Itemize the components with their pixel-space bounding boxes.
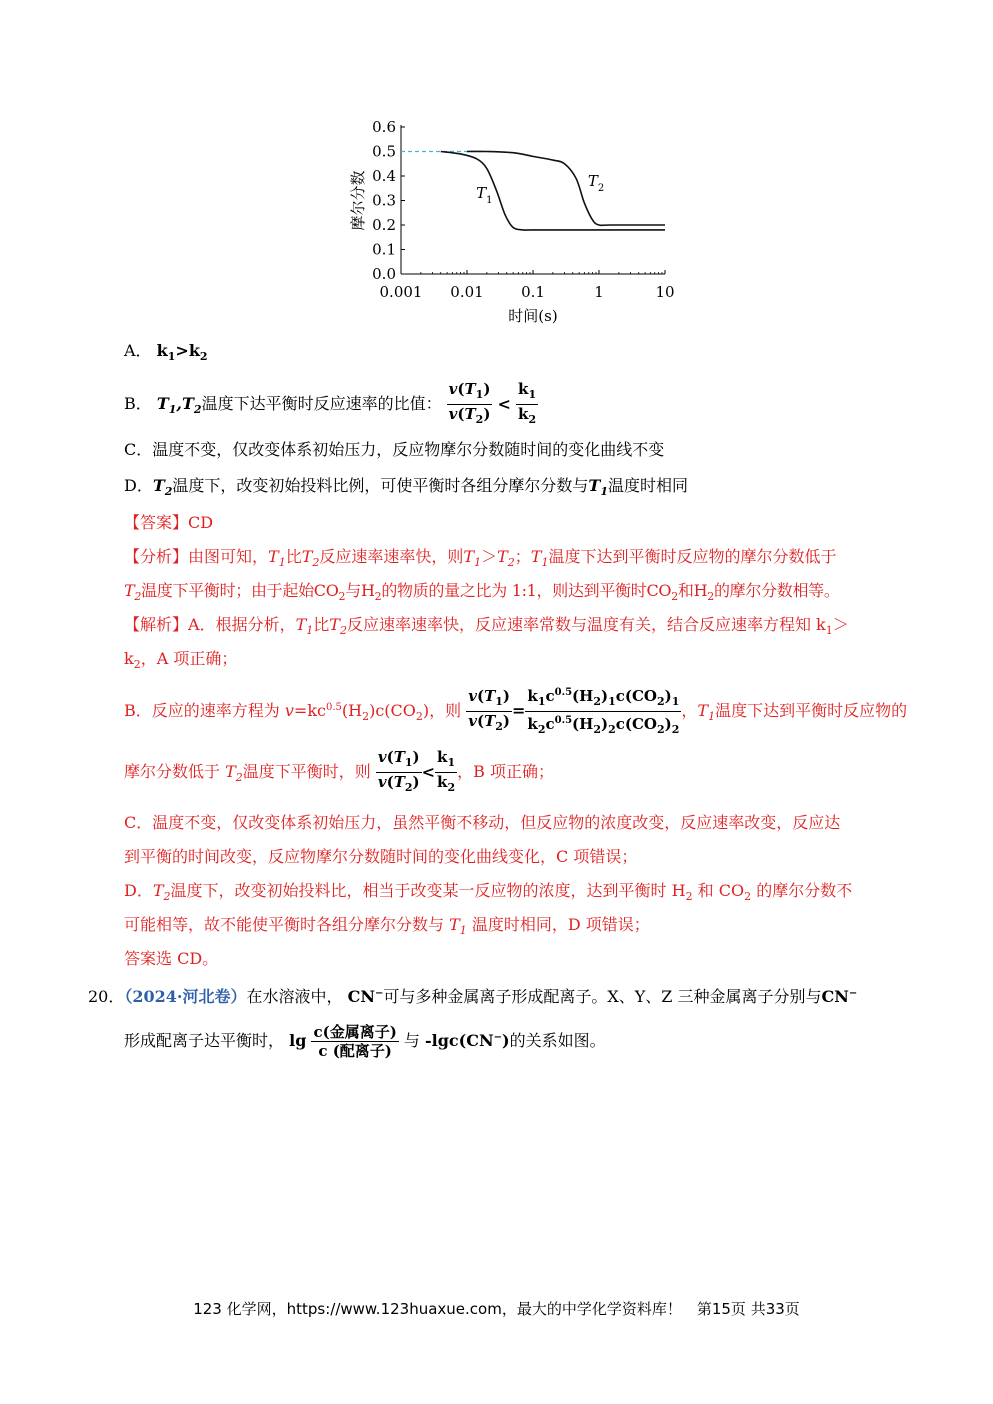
y-tick-label: 0.0: [372, 265, 396, 283]
answer-label: 【答案】CD: [124, 513, 214, 532]
final-answer: 答案选 CD。: [124, 949, 219, 968]
series-label-sub-t2: 2: [597, 182, 605, 194]
series-label-sub-t1: 1: [486, 195, 493, 207]
x-axis-label: 时间(s): [508, 307, 558, 325]
option-b-k-ratio: $\frac{k_1}{k_2}$: [516, 380, 538, 429]
q20-line-2: 形成配离子达平衡时， lg $\frac{\text{c(金属离子)}}{\text{c (配离子)}}$ 与 -lgc(CN−)的关系如图。: [124, 1023, 606, 1060]
y-tick-label: 0.5: [372, 142, 396, 161]
option-c: C．温度不变，仅改变体系初始压力，反应物摩尔分数随时间的变化曲线不变: [124, 440, 665, 459]
mole-fraction-chart: [340, 110, 700, 330]
jiexi-line-1: 【解析】A．根据分析，$T_1$比$T_2$反应速率速率快，反应速率常数与温度有关，结合反应速率方程知 $k_1>$: [124, 615, 849, 637]
y-tick-label: 0.4: [372, 167, 396, 185]
option-b-ratio: $\frac{v(T_1)}{v(T_2)}$: [447, 380, 493, 429]
analysis-line-2: $T_2$温度下平衡时；由于起始$CO_2$与$H_2$的物质的量之比为 1:1，则达到平衡时$CO_2$和$H_2$的摩尔分数相等。: [124, 581, 840, 603]
analysis-line-1: 【分析】由图可知，$T_1$比$T_2$反应速率速率快，则$T_1>T_2$；$T_1$温度下达到平衡时反应物的摩尔分数低于: [124, 547, 837, 569]
series-curve-t2: [467, 151, 665, 225]
y-axis-label: 摩尔分数: [349, 170, 367, 231]
x-tick-label: 0.001: [379, 283, 423, 301]
jiexi-b-line-1: B．反应的速率方程为 $v=kc^{0.5}(H_2)c(CO_2)$，则 $\frac{v(T_1)}{v(T_2)}$ = $\frac{k_1c^{0.5}(H_2)_1c(CO_2)_1}{k_2c^{0.5}(H_2)_2c(CO_2)_2}$ ，$T_1$温度下达到平衡时反应物的: [124, 684, 907, 741]
series-label-t2: T: [587, 171, 598, 190]
q20-fraction: $\frac{\text{c(金属离子)}}{\text{c (配离子)}}$: [313, 1023, 397, 1060]
jiexi-d-line-2: 可能相等，故不能使平衡时各组分摩尔分数与 $T_1$ 温度时相同，D 项错误；: [124, 915, 650, 937]
x-tick-label: 10: [655, 283, 675, 301]
y-tick-label: 0.6: [372, 118, 396, 136]
jiexi-d-line-1: D．$T_2$温度下，改变初始投料比，相当于改变某一反应物的浓度，达到平衡时 $H_2$ 和 $CO_2$ 的摩尔分数不: [124, 881, 853, 903]
jiexi-line-2: $k_2$，A 项正确；: [124, 649, 238, 671]
page-footer: 123 化学网，https://www.123huaxue.com，最大的中学化学资料库！ 第15页 共33页: [193, 1300, 800, 1318]
x-tick-label: 1: [594, 283, 604, 301]
series-label-t1: T: [476, 184, 487, 203]
jiexi-b-line-2: 摩尔分数低于 $T_2$温度下平衡时，则 $\frac{v(T_1)}{v(T_2)}$ < $\frac{k_1}{k_2}$ ，B 项正确；: [124, 748, 554, 802]
x-tick-label: 0.1: [521, 283, 545, 301]
jiexi-c-line-2: 到平衡的时间改变，反应物摩尔分数随时间的变化曲线变化，C 项错误；: [124, 847, 638, 866]
option-a-formula: $k_1>k_2$: [156, 341, 208, 363]
y-tick-label: 0.1: [372, 240, 396, 259]
option-b-temps: $T_1,T_2$: [156, 394, 202, 416]
series-curve-t1: [441, 152, 665, 231]
y-tick-label: 0.2: [372, 216, 396, 234]
y-tick-label: 0.3: [372, 191, 396, 210]
q20-line-1: 20．（2024·河北卷）在水溶液中， CN−可与多种金属离子形成配离子。X、Y、Z 三种金属离子分别与CN−: [88, 987, 858, 1006]
option-b: B． $T_1,T_2$温度下达平衡时反应速率的比值： $\frac{v(T_1)}{v(T_2)}$ < $\frac{k_1}{k_2}$: [124, 380, 538, 432]
option-d: D．$T_2$温度下，改变初始投料比例，可使平衡时各组分摩尔分数与$T_1$温度时相同: [124, 476, 688, 498]
option-a: A． $k_1>k_2$: [124, 341, 208, 363]
jiexi-c-line-1: C．温度不变，仅改变体系初始压力，虽然平衡不移动，但反应物的浓度改变，反应速率改变，反应达: [124, 813, 841, 832]
x-tick-label: 0.01: [450, 283, 484, 301]
